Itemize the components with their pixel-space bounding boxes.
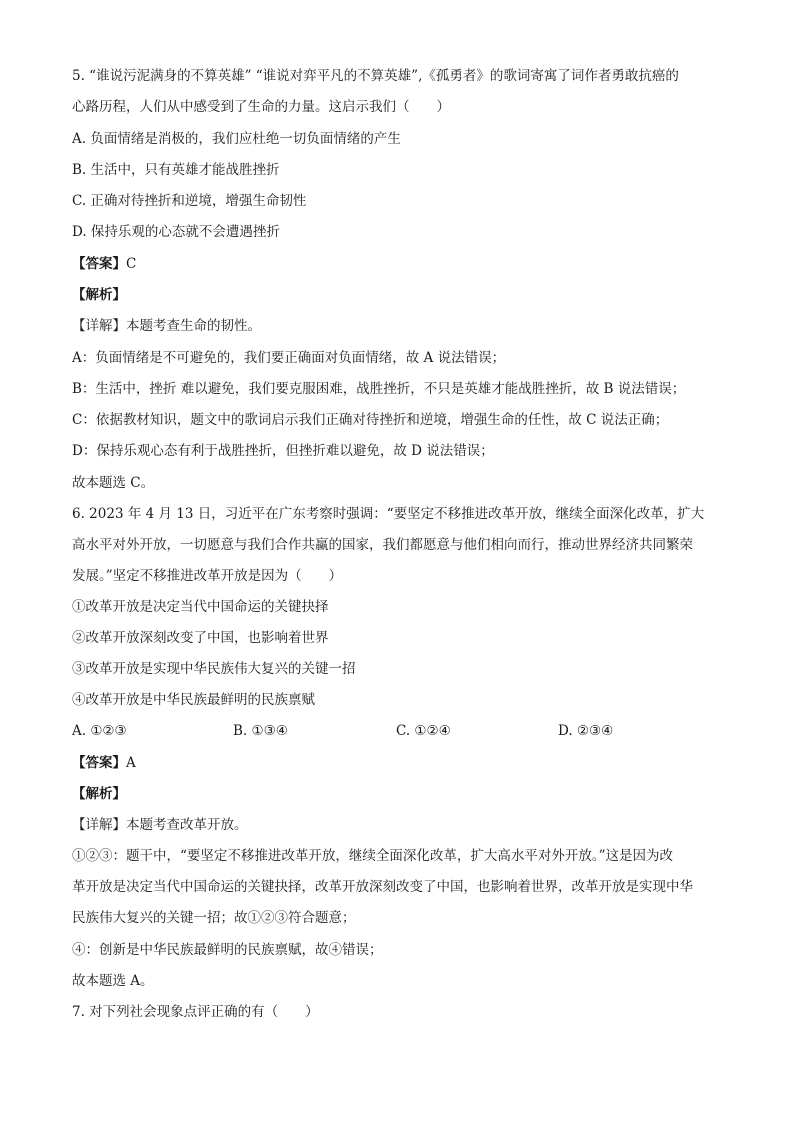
q5-option-b: B. 生活中，只有英雄才能战胜挫折 bbox=[72, 162, 280, 178]
q5-explanation-c: C：依据教材知识，题文中的歌词启示我们正确对待挫折和逆境，增强生命的任性，故 C 说法正确； bbox=[72, 412, 669, 428]
q6-explanation-2: ④：创新是中华民族最鲜明的民族禀赋，故④错误； bbox=[72, 942, 383, 958]
q7-stem: 7. 对下列社会现象点评正确的有（ ） bbox=[72, 1004, 319, 1020]
q6-statement-2: ②改革开放深刻改变了中国，也影响着世界 bbox=[72, 630, 329, 646]
q6-option-a: A. ①②③ bbox=[72, 723, 127, 739]
q6-answer-label: 【答案】 bbox=[72, 755, 126, 771]
q5-option-a: A. 负面情绪是消极的，我们应杜绝一切负面情绪的产生 bbox=[72, 131, 401, 147]
q6-detail-line bbox=[72, 817, 248, 833]
q6-explanation-1-line1: ①②③：题干中，“要坚定不移推进改革开放，继续全面深化改革，扩大高水平对外开放。”这是因为改 bbox=[72, 848, 674, 864]
q6-detail-text: 本题考查改革开放。 bbox=[126, 817, 248, 833]
q6-conclusion: 故本题选 A。 bbox=[72, 973, 154, 989]
q5-answer-label: 【答案】 bbox=[72, 256, 126, 272]
q6-answer-line bbox=[72, 755, 136, 771]
q5-option-d: D. 保持乐观的心态就不会遭遇挫折 bbox=[72, 224, 280, 240]
q6-option-c: C. ①②④ bbox=[396, 723, 451, 739]
q5-detail-text: 本题考查生命的韧性。 bbox=[126, 318, 261, 334]
q6-explanation-1-line2: 革开放是决定当代中国命运的关键抉择，改革开放深刻改变了中国，也影响着世界，改革开放是实现中华 bbox=[72, 879, 693, 895]
q6-detail-label: 【详解】 bbox=[72, 817, 126, 833]
q5-conclusion: 故本题选 C。 bbox=[72, 475, 155, 491]
q6-statement-4: ④改革开放是中华民族最鲜明的民族禀赋 bbox=[72, 692, 315, 708]
q6-explanation-1-line3: 民族伟大复兴的关键一招；故①②③符合题意； bbox=[72, 910, 356, 926]
q5-stem-line2: 心路历程，人们从中感受到了生命的力量。这启示我们（ ） bbox=[72, 99, 450, 115]
q5-answer-value: C bbox=[126, 256, 137, 272]
q5-explanation-b: B：生活中，挫折 难以避免，我们要克服困难，战胜挫折，不只是英雄才能战胜挫折，故 B 说法错误； bbox=[72, 381, 686, 397]
q5-option-c: C. 正确对待挫折和逆境，增强生命韧性 bbox=[72, 193, 307, 209]
q5-analysis-label: 【解析】 bbox=[72, 287, 126, 303]
q6-analysis-line bbox=[72, 786, 126, 802]
q5-explanation-d: D：保持乐观心态有利于战胜挫折，但挫折难以避免，故 D 说法错误； bbox=[72, 443, 494, 459]
q5-explanation-a: A：负面情绪是不可避免的，我们要正确面对负面情绪，故 A 说法错误； bbox=[72, 350, 506, 366]
q6-stem-line1: 6. 2023 年 4 月 13 日，习近平在广东考察时强调：“要坚定不移推进改革开放，继续全面深化改革，扩大 bbox=[72, 506, 705, 522]
q6-option-b: B. ①③④ bbox=[233, 723, 288, 739]
q6-option-d: D. ②③④ bbox=[558, 723, 614, 739]
q5-stem-line1: 5. “谁说污泥满身的不算英雄” “谁说对弈平凡的不算英雄”,《孤勇者》的歌词寄寓了词作者勇敢抗癌的 bbox=[72, 68, 679, 84]
q5-analysis-line bbox=[72, 287, 126, 303]
q6-stem-line3: 发展。”坚定不移推进改革开放是因为（ ） bbox=[72, 568, 343, 584]
q5-answer-line bbox=[72, 256, 136, 272]
q5-detail-line bbox=[72, 318, 261, 334]
q6-answer-value: A bbox=[126, 755, 136, 771]
q6-statement-1: ①改革开放是决定当代中国命运的关键抉择 bbox=[72, 599, 329, 615]
q6-analysis-label: 【解析】 bbox=[72, 786, 126, 802]
q6-stem-line2: 高水平对外开放，一切愿意与我们合作共赢的国家，我们都愿意与他们相向而行，推动世界经济共同繁荣 bbox=[72, 537, 693, 553]
q5-detail-label: 【详解】 bbox=[72, 318, 126, 334]
q6-statement-3: ③改革开放是实现中华民族伟大复兴的关键一招 bbox=[72, 661, 356, 677]
